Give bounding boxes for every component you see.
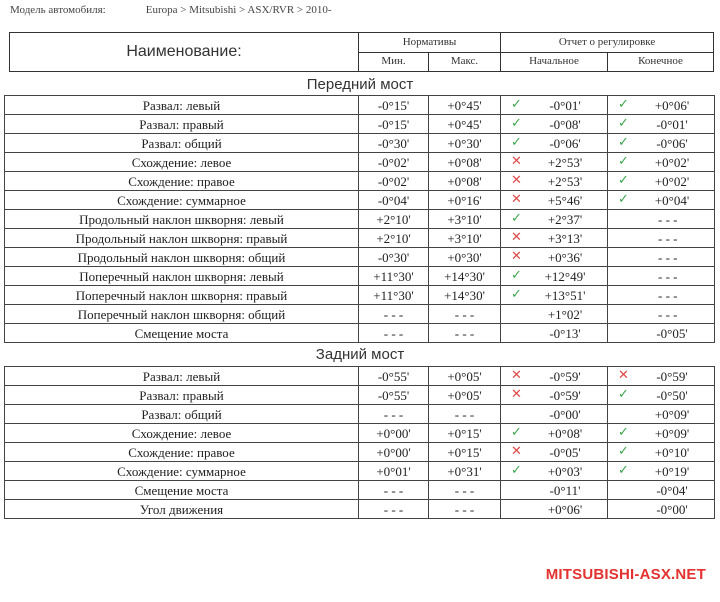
- cross-icon: ✕: [511, 192, 522, 207]
- initial-value: +13°51': [544, 287, 586, 303]
- final-value: -0°00': [656, 501, 688, 517]
- initial-value: -0°00': [549, 406, 581, 422]
- initial-value-cell: [501, 248, 608, 267]
- initial-value-cell: [501, 229, 608, 248]
- check-icon: ✓: [618, 116, 629, 131]
- min-value: -0°04': [359, 191, 429, 210]
- final-value-cell: [608, 443, 715, 462]
- final-value-cell: [608, 324, 715, 343]
- final-value: -0°01': [656, 116, 688, 132]
- max-value: - - -: [429, 405, 501, 424]
- max-value: +0°31': [429, 462, 501, 481]
- parameter-name: Развал: правый: [5, 115, 359, 134]
- table-row: [5, 229, 715, 248]
- parameter-name: Развал: левый: [5, 367, 359, 386]
- initial-value-cell: [501, 386, 608, 405]
- final-value: +0°04': [654, 192, 690, 208]
- table-row: [5, 481, 715, 500]
- final-value-cell: [608, 481, 715, 500]
- table-row: [5, 500, 715, 519]
- min-value: -0°15': [359, 96, 429, 115]
- min-value: - - -: [359, 405, 429, 424]
- table-row: [5, 424, 715, 443]
- max-value: +0°30': [429, 134, 501, 153]
- parameter-name: Схождение: левое: [5, 153, 359, 172]
- check-icon: ✓: [511, 116, 522, 131]
- parameter-name: Смещение моста: [5, 481, 359, 500]
- report-header-table: [9, 32, 714, 72]
- final-value: - - -: [658, 249, 678, 265]
- final-value-cell: [608, 267, 715, 286]
- table-row: [5, 443, 715, 462]
- min-value: +0°00': [359, 424, 429, 443]
- check-icon: ✓: [618, 425, 629, 440]
- parameter-name: Схождение: левое: [5, 424, 359, 443]
- parameter-name: Поперечный наклон шкворня: общий: [5, 305, 359, 324]
- parameter-name: Продольный наклон шкворня: правый: [5, 229, 359, 248]
- final-value: -0°06': [656, 135, 688, 151]
- final-value: -0°05': [656, 325, 688, 341]
- parameter-name: Смещение моста: [5, 324, 359, 343]
- min-value: -0°55': [359, 367, 429, 386]
- max-value: - - -: [429, 305, 501, 324]
- table-row: [5, 386, 715, 405]
- initial-value-cell: [501, 153, 608, 172]
- initial-value: +2°53': [547, 154, 583, 170]
- max-value: +3°10': [429, 210, 501, 229]
- initial-value: -0°59': [549, 387, 581, 403]
- final-value-cell: [608, 115, 715, 134]
- final-value-cell: [608, 229, 715, 248]
- table-row: [5, 267, 715, 286]
- initial-value: -0°06': [549, 135, 581, 151]
- parameter-name: Угол движения: [5, 500, 359, 519]
- rear-axle-title: Задний мост: [315, 346, 405, 363]
- final-value-cell: [608, 153, 715, 172]
- final-value-cell: [608, 500, 715, 519]
- final-value: -0°50': [656, 387, 688, 403]
- final-value: +0°06': [654, 97, 690, 113]
- parameter-name: Продольный наклон шкворня: общий: [5, 248, 359, 267]
- final-value: - - -: [658, 268, 678, 284]
- check-icon: ✓: [618, 387, 629, 402]
- parameter-name: Схождение: суммарное: [5, 462, 359, 481]
- max-header: Макс.: [429, 52, 501, 72]
- initial-value: +1°02': [547, 306, 583, 322]
- initial-value: +2°53': [547, 173, 583, 189]
- initial-value-cell: [501, 443, 608, 462]
- parameter-name: Схождение: суммарное: [5, 191, 359, 210]
- max-value: +14°30': [429, 286, 501, 305]
- final-value: - - -: [658, 211, 678, 227]
- final-value-cell: [608, 286, 715, 305]
- initial-value: +0°36': [547, 249, 583, 265]
- initial-value: -0°01': [549, 97, 581, 113]
- min-value: +0°01': [359, 462, 429, 481]
- max-value: +0°15': [429, 424, 501, 443]
- parameter-name: Развал: правый: [5, 386, 359, 405]
- initial-value-cell: [501, 191, 608, 210]
- parameter-name: Схождение: правое: [5, 443, 359, 462]
- min-value: -0°30': [359, 248, 429, 267]
- max-value: +0°08': [429, 153, 501, 172]
- max-value: +3°10': [429, 229, 501, 248]
- final-value-cell: [608, 367, 715, 386]
- check-icon: ✓: [618, 97, 629, 112]
- check-icon: ✓: [618, 463, 629, 478]
- initial-value: -0°05': [549, 444, 581, 460]
- final-value-cell: [608, 210, 715, 229]
- max-value: +0°45': [429, 115, 501, 134]
- cross-icon: ✕: [618, 368, 629, 383]
- initial-value: -0°08': [549, 116, 581, 132]
- table-row: [5, 172, 715, 191]
- table-row: [5, 462, 715, 481]
- table-row: [5, 191, 715, 210]
- parameter-name: Продольный наклон шкворня: левый: [5, 210, 359, 229]
- table-row: [5, 367, 715, 386]
- cross-icon: ✕: [511, 387, 522, 402]
- table-row: [5, 248, 715, 267]
- min-value: -0°55': [359, 386, 429, 405]
- initial-value: -0°59': [549, 368, 581, 384]
- table-row: [5, 305, 715, 324]
- min-value: -0°02': [359, 153, 429, 172]
- parameter-name: Развал: общий: [5, 405, 359, 424]
- final-value-cell: [608, 134, 715, 153]
- final-value: +0°02': [654, 154, 690, 170]
- check-icon: ✓: [511, 287, 522, 302]
- check-icon: ✓: [511, 135, 522, 150]
- parameter-name: Развал: общий: [5, 134, 359, 153]
- initial-value: +5°46': [547, 192, 583, 208]
- final-value: -0°04': [656, 482, 688, 498]
- final-value: - - -: [658, 287, 678, 303]
- initial-value-cell: [501, 286, 608, 305]
- final-value-cell: [608, 96, 715, 115]
- report-header: Отчет о регулировке: [501, 33, 714, 53]
- final-value: +0°02': [654, 173, 690, 189]
- cross-icon: ✕: [511, 230, 522, 245]
- initial-value: +0°03': [547, 463, 583, 479]
- front-axle-title: Передний мост: [306, 76, 414, 93]
- table-row: [5, 405, 715, 424]
- check-icon: ✓: [511, 268, 522, 283]
- initial-value: -0°11': [549, 482, 581, 498]
- check-icon: ✓: [618, 192, 629, 207]
- initial-value: +2°37': [547, 211, 583, 227]
- min-value: +2°10': [359, 229, 429, 248]
- final-header: Конечное: [608, 52, 714, 72]
- initial-value: +3°13': [547, 230, 583, 246]
- min-value: - - -: [359, 481, 429, 500]
- table-row: [5, 96, 715, 115]
- max-value: - - -: [429, 500, 501, 519]
- initial-header: Начальное: [501, 52, 608, 72]
- check-icon: ✓: [618, 173, 629, 188]
- max-value: +0°15': [429, 443, 501, 462]
- initial-value-cell: [501, 500, 608, 519]
- min-value: +11°30': [359, 267, 429, 286]
- max-value: +0°05': [429, 386, 501, 405]
- initial-value-cell: [501, 367, 608, 386]
- parameter-name: Развал: левый: [5, 96, 359, 115]
- max-value: +0°30': [429, 248, 501, 267]
- check-icon: ✓: [511, 425, 522, 440]
- check-icon: ✓: [618, 444, 629, 459]
- final-value-cell: [608, 305, 715, 324]
- max-value: - - -: [429, 324, 501, 343]
- max-value: +0°45': [429, 96, 501, 115]
- max-value: +0°08': [429, 172, 501, 191]
- final-value: - - -: [658, 230, 678, 246]
- max-value: - - -: [429, 481, 501, 500]
- min-value: - - -: [359, 500, 429, 519]
- min-value: +2°10': [359, 210, 429, 229]
- table-row: [5, 324, 715, 343]
- initial-value-cell: [501, 96, 608, 115]
- initial-value-cell: [501, 405, 608, 424]
- initial-value-cell: [501, 210, 608, 229]
- rear-axle-table: [4, 366, 715, 519]
- min-value: +0°00': [359, 443, 429, 462]
- min-value: +11°30': [359, 286, 429, 305]
- check-icon: ✓: [511, 97, 522, 112]
- max-value: +0°05': [429, 367, 501, 386]
- name-column-header: Наименование:: [10, 33, 359, 72]
- cross-icon: ✕: [511, 444, 522, 459]
- cross-icon: ✕: [511, 249, 522, 264]
- final-value-cell: [608, 424, 715, 443]
- check-icon: ✓: [618, 135, 629, 150]
- model-label: Модель автомобиля:: [10, 4, 106, 16]
- front-axle-table: [4, 95, 715, 343]
- initial-value: +0°06': [547, 501, 583, 517]
- max-value: +14°30': [429, 267, 501, 286]
- initial-value: +0°08': [547, 425, 583, 441]
- max-value: +0°16': [429, 191, 501, 210]
- table-row: [5, 210, 715, 229]
- initial-value-cell: [501, 324, 608, 343]
- final-value: - - -: [658, 306, 678, 322]
- table-row: [5, 115, 715, 134]
- site-watermark: MITSUBISHI-ASX.NET: [545, 566, 706, 583]
- initial-value-cell: [501, 424, 608, 443]
- cross-icon: ✕: [511, 368, 522, 383]
- min-value: -0°02': [359, 172, 429, 191]
- min-value: - - -: [359, 324, 429, 343]
- min-value: -0°15': [359, 115, 429, 134]
- table-row: [5, 286, 715, 305]
- min-value: -0°30': [359, 134, 429, 153]
- initial-value-cell: [501, 267, 608, 286]
- final-value-cell: [608, 248, 715, 267]
- initial-value: -0°13': [549, 325, 581, 341]
- cross-icon: ✕: [511, 173, 522, 188]
- initial-value-cell: [501, 134, 608, 153]
- table-row: [5, 153, 715, 172]
- initial-value-cell: [501, 481, 608, 500]
- final-value-cell: [608, 386, 715, 405]
- parameter-name: Поперечный наклон шкворня: левый: [5, 267, 359, 286]
- initial-value-cell: [501, 462, 608, 481]
- initial-value-cell: [501, 305, 608, 324]
- table-row: [5, 134, 715, 153]
- check-icon: ✓: [618, 154, 629, 169]
- final-value-cell: [608, 462, 715, 481]
- final-value: -0°59': [656, 368, 688, 384]
- cross-icon: ✕: [511, 154, 522, 169]
- final-value-cell: [608, 191, 715, 210]
- initial-value-cell: [501, 115, 608, 134]
- final-value: +0°09': [654, 425, 690, 441]
- model-value: Europa > Mitsubishi > ASX/RVR > 2010-: [145, 4, 332, 16]
- norms-header: Нормативы: [359, 33, 501, 53]
- final-value-cell: [608, 405, 715, 424]
- final-value: +0°10': [654, 444, 690, 460]
- check-icon: ✓: [511, 463, 522, 478]
- min-value: - - -: [359, 305, 429, 324]
- model-line: [10, 4, 332, 16]
- initial-value-cell: [501, 172, 608, 191]
- parameter-name: Поперечный наклон шкворня: правый: [5, 286, 359, 305]
- min-header: Мин.: [359, 52, 429, 72]
- final-value: +0°09': [654, 406, 690, 422]
- parameter-name: Схождение: правое: [5, 172, 359, 191]
- final-value: +0°19': [654, 463, 690, 479]
- check-icon: ✓: [511, 211, 522, 226]
- final-value-cell: [608, 172, 715, 191]
- initial-value: +12°49': [544, 268, 586, 284]
